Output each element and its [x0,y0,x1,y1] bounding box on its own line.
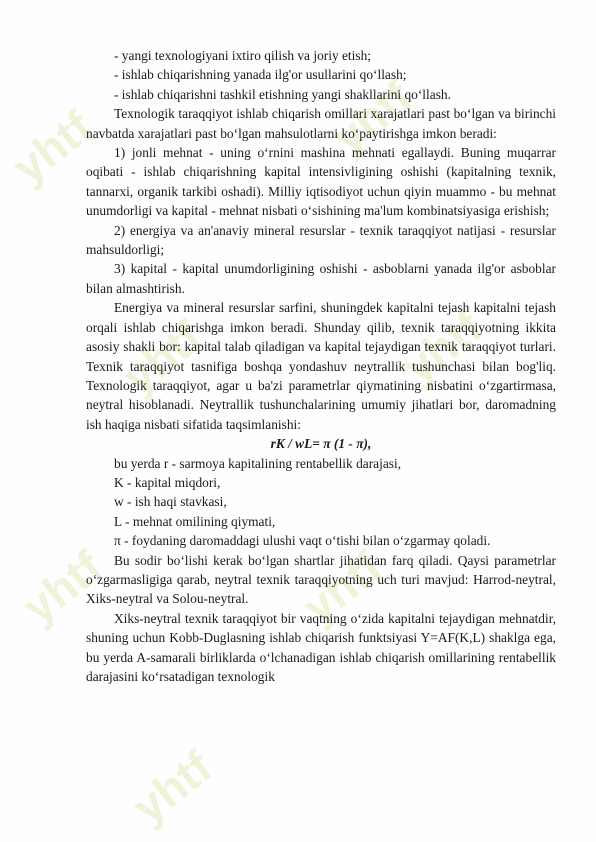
paragraph: 2) energiya va an'anaviy mineral resurslar - texnik taraqqiyot natijasi - resurslar mahsuldorligi; [86,222,556,258]
paragraph: L - mehnat omilining qiymati, [114,513,276,529]
paragraph: Bu sodir bo‘lishi kerak bo‘lgan shartlar jihatidan farq qiladi. Qaysi parametrlar o‘zgarmasligiga qarab, neytral texnik taraqqiyotning uch turi mavjud: Harrod-neytral, Xiks-neytral va Solou-neytral. [86,552,556,607]
paragraph: 3) kapital - kapital unumdorligining oshishi - asboblarni yanada ilg'or asboblar bilan almashtirish. [86,261,556,296]
document-body [86,46,556,686]
formula: rK / wL= π (1 - π), [270,436,372,452]
paragraph: Energiya va mineral resurslar sarfini, shuningdek kapitalni tejash kapitalni tejash orqali ishlab chiqarishga imkon beradi. Shunday qilib, texnik taraqqiyotning ikkita asosiy shakli bor: kapital talab qiladigan va kapital tejaydigan texnik taraqqiyot turlari. Texnik taraqqiyot tasnifiga boshqa yondashuv neytrallik tushunchasi bilan bog'liq. Texnologik taraqqiyot, agar u ba'zi parametrlar qiymatining nisbatini o‘zgartirmasa, neytral hisoblanadi. Neytrallik tushunchalarining umumiy jihatlari bor, daromadning ish haqiga nisbati sifatida taqsimlanishi: [86,300,556,432]
watermark: yhtf [322,70,422,164]
paragraph: 1) jonli mehnat - uning o‘rnini mashina mehnati egallaydi. Buning muqarrar oqibati - ishlab chiqarishning kapital intensivligining oshishi (kapitalning texnik, tannarxi, organik tarkibi oshadi). Milliy iqtisodiyot uchun qiyin muammo - bu mehnat unumdorligi va kapital - mehnat nisbati o‘sishining ma'lum kombinatsiyasiga erishish; [86,145,556,219]
watermark: yhtf [2,100,102,194]
watermark: yhtf [122,740,222,834]
paragraph: π - foydaning daromaddagi ulushi vaqt o‘tishi bilan o‘zgarmay qoladi. [114,533,491,549]
paragraph: Xiks-neytral texnik taraqqiyot bir vaqtning o‘zida kapitalni tejaydigan mehnatdir, shuning uchun Kobb-Duglasning ishlab chiqarish funktsiyasi Y=AF(K,L) shaklga ega, bu yerda A-samarali birliklarda o‘lchanadigan ishlab chiqarish omillarining rentabellik darajasini ko‘rsatadigan texnologik [86,610,556,684]
paragraph: K - kapital miqdori, [114,474,221,490]
watermark: yhtf [292,540,392,634]
paragraph: bu yerda r - sarmoya kapitalining rentabellik darajasi, [114,455,402,471]
watermark: yhtf [12,540,112,634]
paragraph: Texnologik taraqqiyot ishlab chiqarish omillari xarajatlari past bo‘lgan va birinchi navbatda xarajatlari past bo‘lgan mahsulotlarni ko‘paytirishga imkon beradi: [86,106,556,141]
paragraph: - ishlab chiqarishni tashkil etishning yangi shakllarini qo‘llash. [114,86,451,102]
watermark: yhtf [392,300,492,394]
paragraph: - ishlab chiqarishning yanada ilg'or usullarini qo‘llash; [114,67,407,83]
paragraph: w - ish haqi stavkasi, [114,494,227,510]
watermark: yhtf [112,310,212,404]
paragraph: - yangi texnologiyani ixtiro qilish va joriy etish; [114,48,371,63]
